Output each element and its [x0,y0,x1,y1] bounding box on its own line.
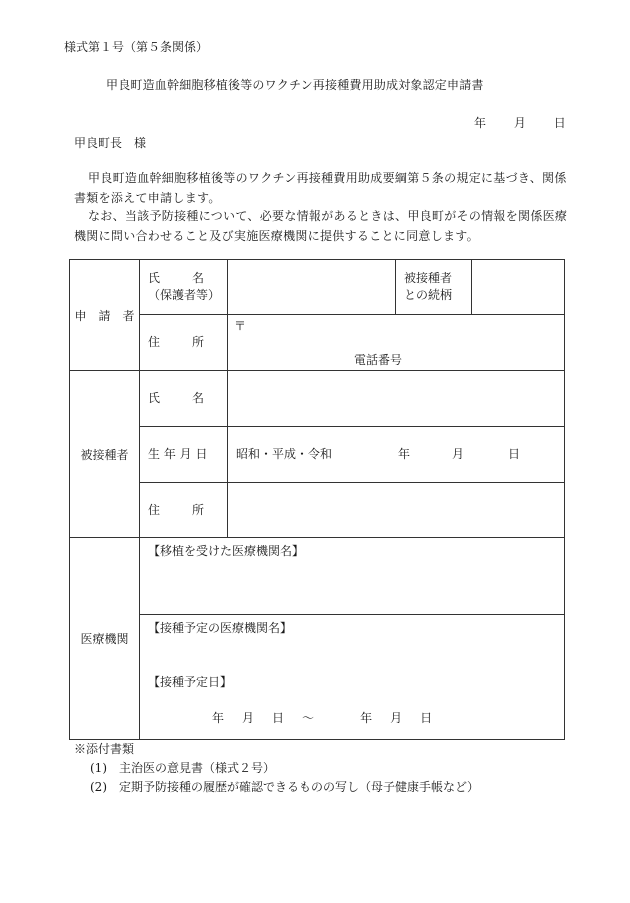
from-month: 月 [242,711,255,725]
medical-section-label: 医療機関 [70,538,140,740]
application-statement: 甲良町造血幹細胞移植後等のワクチン再接種費用助成要綱第５条の規定に基づき、関係書類を添えて申請します。 [74,171,567,205]
era-options: 昭和・平成・令和 [236,447,333,461]
dob-year-label: 年 [398,447,411,461]
to-month: 月 [390,711,403,725]
form-number-label: 様式第１号（第５条関係） [64,40,209,54]
birthdate-label: 生 年 月 日 [140,427,228,483]
to-day: 日 [420,711,433,725]
planned-date-period [212,709,450,726]
consent-statement: なお、当該予防接種について、必要な情報があるときは、甲良町がその情報を関係医療機関に問い合わせること及び実施医療機関に提供することに同意します。 [74,209,568,243]
addressee: 甲良町長 様 [74,136,147,150]
document-title: 甲良町造血幹細胞移植後等のワクチン再接種費用助成対象認定申請書 [106,78,484,92]
application-form-table [69,259,565,740]
date-year-label: 年 [474,116,487,130]
address-char-2: 所 [191,502,204,517]
relation-field[interactable] [472,260,565,315]
applicant-address-field[interactable] [228,315,565,371]
address-char-2: 所 [191,335,204,349]
address-char-1: 住 [148,335,161,349]
application-date [474,116,566,130]
planned-vaccination-field[interactable] [140,615,565,740]
applicant-name-field[interactable] [228,260,396,315]
relation-label-line1: 被接種者 [404,271,453,285]
from-year: 年 [212,711,225,725]
date-day-label: 日 [553,116,566,130]
from-day: 日 [272,711,285,725]
phone-number-label: 電話番号 [354,353,403,367]
name-char-1: 氏 [148,271,161,285]
attachments-heading: ※添付書類 [74,742,135,756]
recipient-address-label [140,483,228,538]
applicant-section-label: 申 請 者 [70,260,140,371]
applicant-name-label [140,260,228,315]
date-month-label: 月 [513,116,526,130]
guardian-note: （保護者等） [148,288,221,302]
period-tilde: ～ [302,711,315,725]
postal-mark: 〒 [234,319,247,333]
planned-date-label: 【接種予定日】 [148,675,233,689]
name-char-2: 名 [191,271,204,285]
relation-label [396,260,472,315]
recipient-section-label: 被接種者 [70,371,140,538]
applicant-address-label [140,315,228,371]
attachment-item-1: (1) 主治医の意見書（様式２号） [90,761,275,775]
transplant-institution-field[interactable] [140,538,565,615]
dob-day-label: 日 [508,447,521,461]
recipient-address-field[interactable] [228,483,565,538]
recipient-name-field[interactable] [228,371,565,427]
name-char-1: 氏 [148,391,161,405]
birthdate-field[interactable] [228,427,565,483]
to-year: 年 [360,711,373,725]
planned-institution-label: 【接種予定の医療機関名】 [148,621,293,635]
name-char-2: 名 [191,391,204,405]
dob-month-label: 月 [452,447,465,461]
attachment-item-2: (2) 定期予防接種の履歴が確認できるものの写し（母子健康手帳など） [90,780,480,794]
relation-label-line2: との続柄 [404,288,453,302]
recipient-name-label [140,371,228,427]
address-char-1: 住 [148,502,161,517]
transplant-institution-label: 【移植を受けた医療機関名】 [148,544,305,558]
